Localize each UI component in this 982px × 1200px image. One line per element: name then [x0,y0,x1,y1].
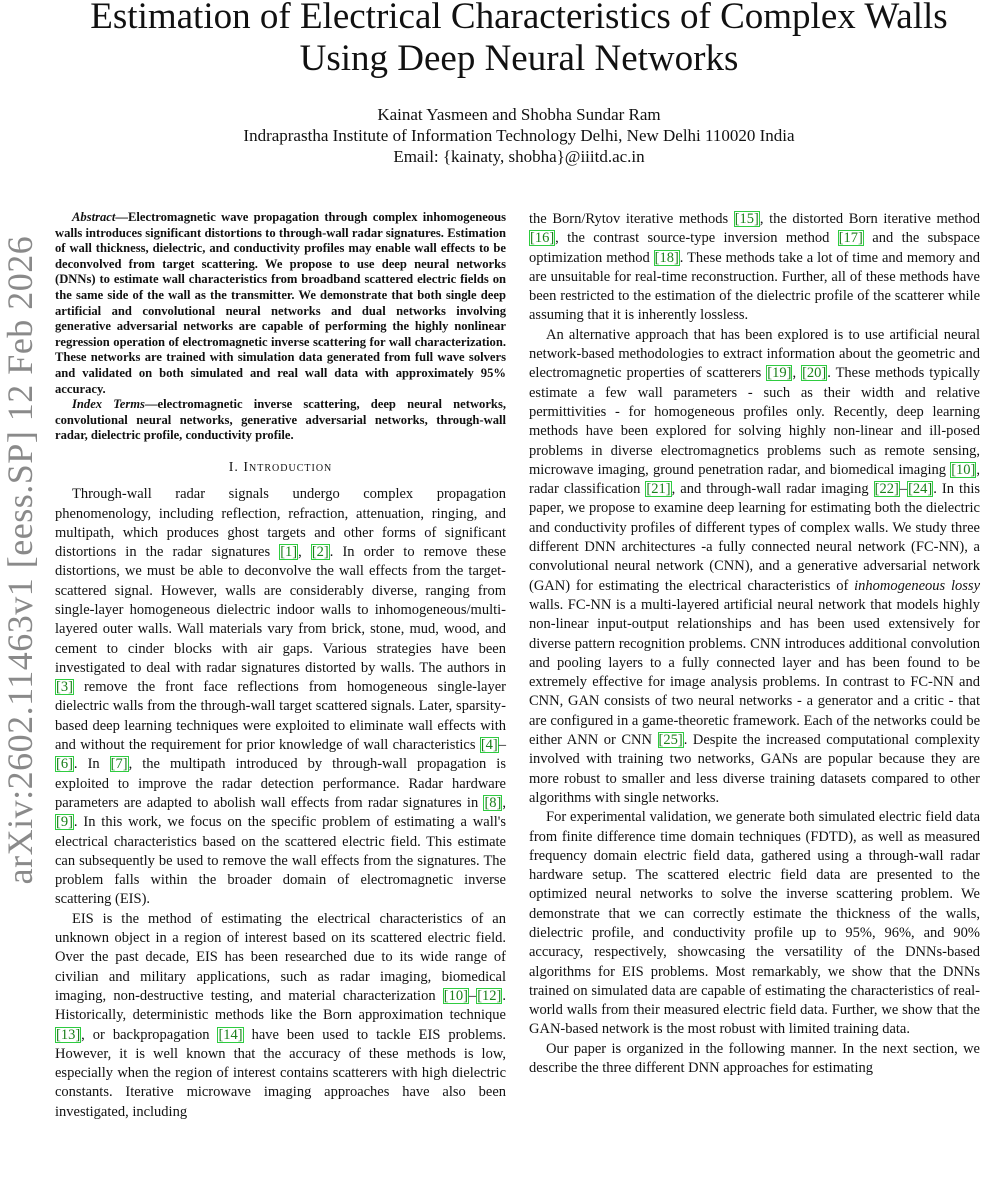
citation-link[interactable]: [17] [838,230,863,247]
citation-link[interactable]: [4] [480,737,498,754]
citation-link[interactable]: [8] [484,794,502,811]
title-line-1: Estimation of Electrical Characteristics of Complex Walls [90,0,948,37]
right-column [529,210,980,1078]
section-heading-introduction [55,458,506,477]
index-terms-text: —electromagnetic inverse scattering, deep neural networks, convolutional neural networks, generative adversarial networks, through-wall radar, dielectric profile, conductivity profile. [55,397,506,443]
author-names: Kainat Yasmeen and Shobha Sundar Ram [377,105,661,124]
citation-link[interactable]: [1] [280,544,298,561]
citation-link[interactable]: [16] [530,230,555,247]
intro-paragraph-2-continued: the Born/Rytov iterative methods [15], the distorted Born iterative method [16], the contrast source-type inversion method [17] and the subspace optimization method [18]. These methods take a lot of time and memory and are unsuitable for real-time reconstruction. Further, all of these methods have been restricted to the estimation of the dielectric profile of the scatterer while assuming that it is inherently lossless. [529,211,981,324]
author-email: Email: {kainaty, shobha}@iiitd.ac.in [393,147,645,166]
title-line-2: Using Deep Neural Networks [299,38,739,79]
citation-link[interactable]: [21] [646,481,671,498]
citation-link[interactable]: [14] [218,1026,243,1043]
citation-link[interactable]: [20] [802,365,827,382]
left-column [55,210,506,1122]
intro-paragraph-5: Our paper is organized in the following manner. In the next section, we describe the three different DNN approaches for estimating [529,1040,980,1077]
index-terms [55,397,506,444]
citation-link[interactable]: [3] [56,679,73,696]
citation-link[interactable]: [18] [654,249,679,266]
intro-paragraph-1: Through-wall radar signals undergo complex propagation phenomenology, including reflection, refraction, attenuation, ringing, and multipath, which produces ghost targets and other forms of significant distortions in the radar signatures [1], [2]. In order to remove these distortions, we must be able to deconvolve the wall effects from the target-scattered signal. However, walls are considerably diverse, ranging from single-layer homogeneous dielectric indoor walls to inhomogeneous/multi-layered outer walls. Wall materials vary from brick, stone, mud, wood, and cement to cinder blocks with air gaps. Various strategies have been investigated to deal with radar signatures distorted by walls. The authors in [3] remove the front face reflections from homogeneous single-layer dielectric walls from the through-wall target scattered signals. Later, sparsity-based deep learning techniques were exploited to eliminate wall effects with and without the requirement for prior knowledge of wall characteristics [4]–[6]. In [7], the multipath introduced by through-wall propagation is exploited to improve the radar detection performance. Radar hardware parameters are adapted to abolish wall effects from radar signatures in [8], [9]. In this work, we focus on the specific problem of estimating a wall's electrical characteristics based on the scattered electric field. This estimate can subsequently be used to remove the wall effects from the signatures. The problem falls within the broader domain of electromagnetic inverse scattering (EIS). [55,486,507,908]
citation-link[interactable]: [10] [951,461,976,478]
arxiv-identifier-text: arXiv:2602.11463v1 [eess.SP] 12 Feb 2026 [0,235,40,885]
author-affiliation: Indraprastha Institute of Information Technology Delhi, New Delhi 110020 India [243,126,795,145]
arxiv-side-identifier [0,0,40,1200]
intro-paragraph-2: EIS is the method of estimating the electrical characteristics of an unknown object in a region of interest based on its scattered electric field. Over the past decade, EIS has been researched due to its wide range of civilian and military applications, such as radar imaging, biomedical imaging, non-destructive testing, and material characterization [10]–[12]. Historically, deterministic methods like the Born approximation technique [13], or backpropagation [14] have been used to tackle EIS problems. However, it is well known that the accuracy of these methods is low, especially when the region of interest contains scatterers with high dielectric constants. Iterative microwave imaging approaches have also been investigated, including [55,910,506,1120]
citation-link[interactable]: [2] [311,544,329,561]
citation-link[interactable]: [13] [56,1026,81,1043]
index-terms-label: Index Terms [72,397,145,412]
citation-link[interactable]: [25] [658,732,683,749]
citation-link[interactable]: [24] [908,481,933,498]
section-title: Introduction [243,459,333,475]
citation-link[interactable]: [9] [56,814,73,831]
author-block [60,104,978,167]
citation-link[interactable]: [12] [477,987,502,1004]
citation-link[interactable]: [22] [874,481,899,498]
citation-link[interactable]: [6] [56,756,73,773]
paper-title [60,0,978,80]
emphasis-text: inhomogeneous lossy [854,577,980,594]
abstract-label: Abstract [72,210,116,224]
citation-link[interactable]: [10] [443,987,468,1004]
abstract-text: —Electromagnetic wave propagation through complex inhomogeneous walls introduces significant distortions to through-wall radar signatures. Estimation of wall thickness, dielectric, and conductivity profiles may enable wall effects to be deconvolved from target scattering. We propose to use deep neural networks (DNNs) to estimate wall characteristics from broadband scattered electric fields on the same side of the wall as the transmitter. We demonstrate that both single deep artificial and convolutional neural networks and dual networks involving generative adversarial networks are capable of performing the highly nonlinear regression operation of electromagnetic inverse scattering for wall characterization. These networks are trained with simulation data generated from full wave solvers and validated on both simulated and real wall data with approximately 95% accuracy. [55,210,506,396]
citation-link[interactable]: [7] [110,756,128,773]
citation-link[interactable]: [19] [767,365,792,382]
abstract [55,210,506,397]
citation-link[interactable]: [15] [734,211,759,227]
intro-paragraph-4: For experimental validation, we generate both simulated electric field data from finite difference time domain techniques (FDTD), as well as measured frequency domain electric field data, gathered using a through-wall radar hardware setup. The scattered electric field data are presented to the optimized neural networks to solve the inverse scattering problem. We demonstrate that we can correctly estimate the thickness of the walls, dielectric profile, and conductivity profile up to 95%, 96%, and 90% accuracy, respectively, showcasing the versatility of the DNNs-based algorithms for EIS problems. Most remarkably, we show that the DNNs trained on simulated data are capable of estimating the characteristics of real-world walls from their measured electric field data. Further, we show that the GAN-based network is the most robust with limited training data. [529,809,980,1038]
intro-paragraph-3: An alternative approach that has been explored is to use artificial neural network-based methodologies to extract information about the geometric and electromagnetic properties of scatterers [19], [20]. These methods typically estimate a few wall parameters - such as their width and relative permittivities - for homogeneous profiles only. Recently, deep learning methods have been explored for solving highly non-linear and ill-posed problems in diverse electromagnetics problems such as remote sensing, microwave imaging, ground penetration radar, and biomedical imaging [10], radar classification [21], and through-wall radar imaging [22]–[24]. In this paper, we propose to examine deep learning for estimating both the dielectric and conductivity profiles of different types of complex walls. We study three different DNN architectures -a fully connected neural network (FC-NN), a convolutional neural network (CNN), and a generative adversarial network (GAN) for estimating the electrical characteristics of inhomogeneous lossy walls. FC-NN is a multi-layered artificial neural network that models highly non-linear input-output relationships and has been used extensively for diverse pattern recognition problems. CNN introduces additional convolution and pooling layers to a fully connected layer and has been found to be extremely effective for image analysis problems. In contrast to FC-NN and CNN, GAN consists of two neural networks - a generator and a critic - that are configured in a game-theoretic framework. Each of the networks could be either ANN or CNN [25]. Despite the increased computational complexity involved with training two networks, GANs are popular because they are more robust to smaller and less diverse training datasets compared to other algorithms with single networks. [529,326,981,806]
section-numeral: I. [228,459,239,475]
